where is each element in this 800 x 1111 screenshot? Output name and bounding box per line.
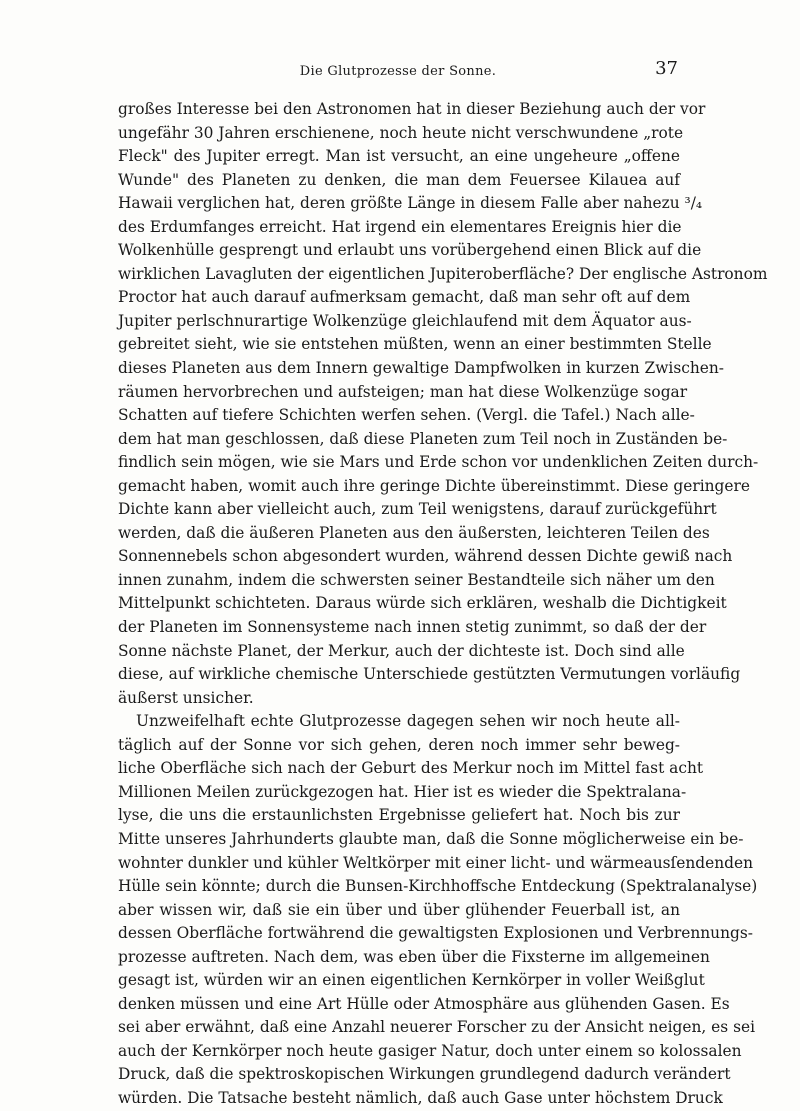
paragraph [118,710,758,1110]
text-line: Sonne nächste Planet, der Merkur, auch der dichteste ist. Doch sind alle [118,641,685,660]
running-title: Die Glutprozesse der Sonne. [299,64,497,79]
text-line: Schatten auf tiefere Schichten werfen sehen. (Vergl. die Tafel.) Nach alle- [118,406,695,425]
text-line: dessen Oberfläche fortwährend die gewaltigsten Explosionen und Verbrennungs- [118,924,753,943]
text-line: Sonnennebels schon abgesondert wurden, während dessen Dichte gewiß nach [118,547,733,566]
text-line: wohnter dunkler und kühler Weltkörper mit einer licht- und wärmeausſendenden [118,853,753,872]
text-line: Hülle sein könnte; durch die Bunsen-Kirchhoffsche Entdeckung (Spektralanalyse) [118,877,758,896]
text-line: großes Interesse bei den Astronomen hat in dieser Beziehung auch der vor [118,100,706,118]
text-line: sei aber erwähnt, daß eine Anzahl neuerer Forscher zu der Ansicht neigen, es sei [118,1018,756,1037]
text-line: diese, auf wirkliche chemische Unterschiede gestützten Vermutungen vorläufig [118,665,741,684]
paragraph [118,98,768,710]
text-line: ungefähr 30 Jahren erschienene, noch heute nicht verschwundene „rote [118,123,684,142]
text-line: prozesse auftreten. Nach dem, was eben über die Fixsterne im allgemeinen [118,947,710,966]
text-line: dem hat man geschlossen, daß diese Planeten zum Teil noch in Zuständen be- [118,429,728,448]
body-text [118,98,768,1111]
text-line: Proctor hat auch darauf aufmerksam gemacht, daß man sehr oft auf dem [118,288,691,307]
text-line: Fleck" des Jupiter erregt. Man ist versucht, an eine ungeheure „offene [118,147,680,166]
text-line: Mitte unseres Jahrhunderts glaubte man, daß die Sonne möglicherweise ein be- [118,829,744,848]
text-line: liche Oberfläche sich nach der Geburt des Merkur noch im Mittel fast acht [118,759,704,778]
text-line: äußerst unsicher. [118,688,254,707]
text-line: Millionen Meilen zurückgezogen hat. Hier ist es wieder die Spektralana- [118,782,687,801]
text-line: Mittelpunkt schichteten. Daraus würde sich erklären, weshalb die Dichtigkeit [118,594,727,613]
text-line: aber wissen wir, daß sie ein über und über glühender Feuerball ist, an [118,900,680,919]
text-line: auch der Kernkörper noch heute gasiger Natur, doch unter einem so kolossalen [118,1041,742,1060]
text-line: wirklichen Lavagluten der eigentlichen Jupiteroberfläche? Der englische Astronom [118,264,768,283]
text-line: werden, daß die äußeren Planeten aus den äußersten, leichteren Teilen des [118,523,710,542]
text-line: des Erdumfanges erreicht. Hat irgend ein elementares Ereignis hier die [118,217,682,236]
text-line: täglich auf der Sonne vor sich gehen, deren noch immer sehr beweg- [118,735,680,754]
text-line: würden. Die Tatsache besteht nämlich, daß auch Gase unter höchstem Druck [118,1088,723,1107]
text-line: gemacht haben, womit auch ihre geringe Dichte übereinstimmt. Diese geringere [118,476,750,495]
text-line: dieses Planeten aus dem Innern gewaltige Dampfwolken in kurzen Zwischen- [118,359,724,378]
running-head [118,58,678,84]
text-line: Dichte kann aber vielleicht auch, zum Teil wenigstens, darauf zurückgeführt [118,500,717,519]
text-line: Unzweifelhaft echte Glutprozesse dagegen sehen wir noch heute all- [136,712,680,731]
text-line: räumen hervorbrechen und aufsteigen; man hat diese Wolkenzüge sogar [118,382,688,401]
text-line: lyse, die uns die erstaunlichsten Ergebnisse geliefert hat. Noch bis zur [118,806,680,825]
text-line: denken müssen und eine Art Hülle oder Atmosphäre aus glühenden Gasen. Es [118,994,730,1013]
text-line: Hawaii verglichen hat, deren größte Länge in diesem Falle aber nahezu ³/₄ [118,194,703,213]
text-line: innen zunahm, indem die schwersten seiner Bestandteile sich näher um den [118,570,715,589]
text-line: Jupiter perlschnurartige Wolkenzüge gleichlaufend mit dem Äquator aus- [118,311,692,330]
text-line: Wunde" des Planeten zu denken, die man dem Feuersee Kilauea auf [118,170,680,189]
page-number: 37 [655,58,678,79]
text-line: findlich sein mögen, wie sie Mars und Erde schon vor undenklichen Zeiten durch- [118,453,759,472]
text-line: Wolkenhülle gesprengt und erlaubt uns vorübergehend einen Blick auf die [118,241,702,260]
text-line: Druck, daß die spektroskopischen Wirkungen grundlegend dadurch verändert [118,1065,731,1084]
text-line: gesagt ist, würden wir an einen eigentlichen Kernkörper in voller Weißglut [118,971,705,990]
text-line: gebreitet sieht, wie sie entstehen müßten, wenn an einer bestimmten Stelle [118,335,712,354]
text-line: der Planeten im Sonnensysteme nach innen stetig zunimmt, so daß der der [118,618,707,637]
